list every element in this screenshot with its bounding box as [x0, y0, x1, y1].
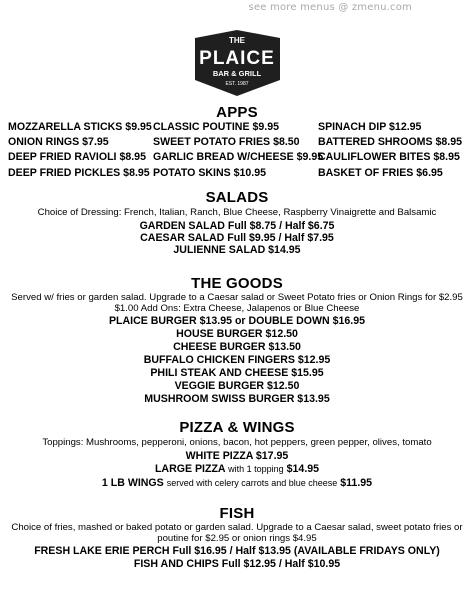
apps-column-1 — [8, 120, 152, 181]
pizza-large-name: LARGE PIZZA — [154, 463, 226, 475]
logo-sub-text: BAR & GRILL — [212, 69, 262, 78]
wings-name: 1 LB WINGS — [101, 477, 164, 489]
wings-price: $11.95 — [340, 477, 373, 489]
salads-item: JULIENNE SALAD $14.95 — [173, 244, 301, 256]
apps-title: APPS — [216, 104, 258, 121]
goods-item: PHILI STEAK AND CHEESE $15.95 — [150, 367, 324, 379]
goods-item: MUSHROOM SWISS BURGER $13.95 — [144, 393, 330, 405]
logo-top-text: THE — [229, 36, 245, 45]
apps-item: BATTERED SHROOMS $8.95 — [318, 136, 463, 149]
pizza-item-large — [0, 463, 474, 475]
logo-est-text: EST. 1987 — [225, 81, 249, 87]
fish-note-2: poutine for $2.95 or onion rings $4.95 — [157, 533, 317, 544]
salads-item: CAESAR SALAD Full $9.95 / Half $7.95 — [140, 232, 334, 244]
apps-item: POTATO SKINS $10.95 — [153, 166, 267, 179]
goods-item: CHEESE BURGER $13.50 — [173, 341, 301, 353]
apps-item: GARLIC BREAD W/CHEESE $9.95 — [153, 151, 324, 164]
pizza-toppings-note: Toppings: Mushrooms, pepperoni, onions, bacon, hot peppers, green pepper, olives, tomato — [42, 437, 432, 448]
goods-item: VEGGIE BURGER $12.50 — [174, 380, 300, 392]
apps-item: CLASSIC POUTINE $9.95 — [153, 121, 279, 133]
goods-note-1: Served w/ fries or garden salad. Upgrade to a Caesar salad or Sweet Potato fries or Onion Rings for $2.95 — [11, 292, 463, 303]
apps-item: SWEET POTATO FRIES $8.50 — [153, 136, 300, 149]
apps-item: BASKET OF FRIES $6.95 — [318, 166, 443, 179]
pizza-title: PIZZA & WINGS — [179, 419, 295, 436]
goods-item: BUFFALO CHICKEN FINGERS $12.95 — [143, 354, 331, 366]
fish-title: FISH — [219, 505, 255, 522]
pizza-item-wings — [0, 477, 474, 489]
goods-item: HOUSE BURGER $12.50 — [176, 328, 298, 340]
apps-column-2 — [153, 120, 323, 181]
fish-note-1: Choice of fries, mashed or baked potato or garden salad. Upgrade to a Caesar salad, sweet potato fries or — [11, 522, 463, 533]
pizza-large-note: with 1 topping — [228, 464, 284, 474]
watermark-text: see more menus @ zmenu.com — [248, 2, 412, 13]
pizza-large-price: $14.95 — [286, 463, 320, 475]
plaice-logo — [187, 28, 288, 98]
logo-main-text: PLAICE — [199, 48, 275, 69]
apps-item: DEEP FRIED RAVIOLI $8.95 — [8, 151, 146, 164]
salads-dressing-note: Choice of Dressing: French, Italian, Ranch, Blue Cheese, Raspberry Vinaigrette and Balsamic — [37, 207, 437, 218]
goods-note-2: $1.00 Add Ons: Extra Cheese, Jalapenos or Blue Cheese — [114, 303, 360, 314]
apps-item: MOZZARELLA STICKS $9.95 — [8, 121, 152, 133]
fish-item: FISH AND CHIPS Full $12.95 / Half $10.95 — [133, 558, 341, 570]
salads-item: GARDEN SALAD Full $8.75 / Half $6.75 — [139, 220, 335, 232]
apps-column-3 — [318, 120, 462, 181]
apps-item: DEEP FRIED PICKLES $8.95 — [8, 166, 150, 179]
apps-item: SPINACH DIP $12.95 — [318, 121, 422, 133]
apps-item: ONION RINGS $7.95 — [8, 136, 109, 149]
goods-item: PLAICE BURGER $13.95 or DOUBLE DOWN $16.95 — [108, 315, 366, 327]
apps-item: CAULIFLOWER BITES $8.95 — [318, 151, 460, 164]
fish-item: FRESH LAKE ERIE PERCH Full $16.95 / Half $13.95 (AVAILABLE FRIDAYS ONLY) — [34, 545, 440, 557]
pizza-item-white: WHITE PIZZA $17.95 — [185, 450, 289, 462]
salads-title: SALADS — [205, 189, 269, 206]
goods-title: THE GOODS — [191, 275, 283, 292]
wings-note: served with celery carrots and blue cheese — [166, 478, 338, 488]
